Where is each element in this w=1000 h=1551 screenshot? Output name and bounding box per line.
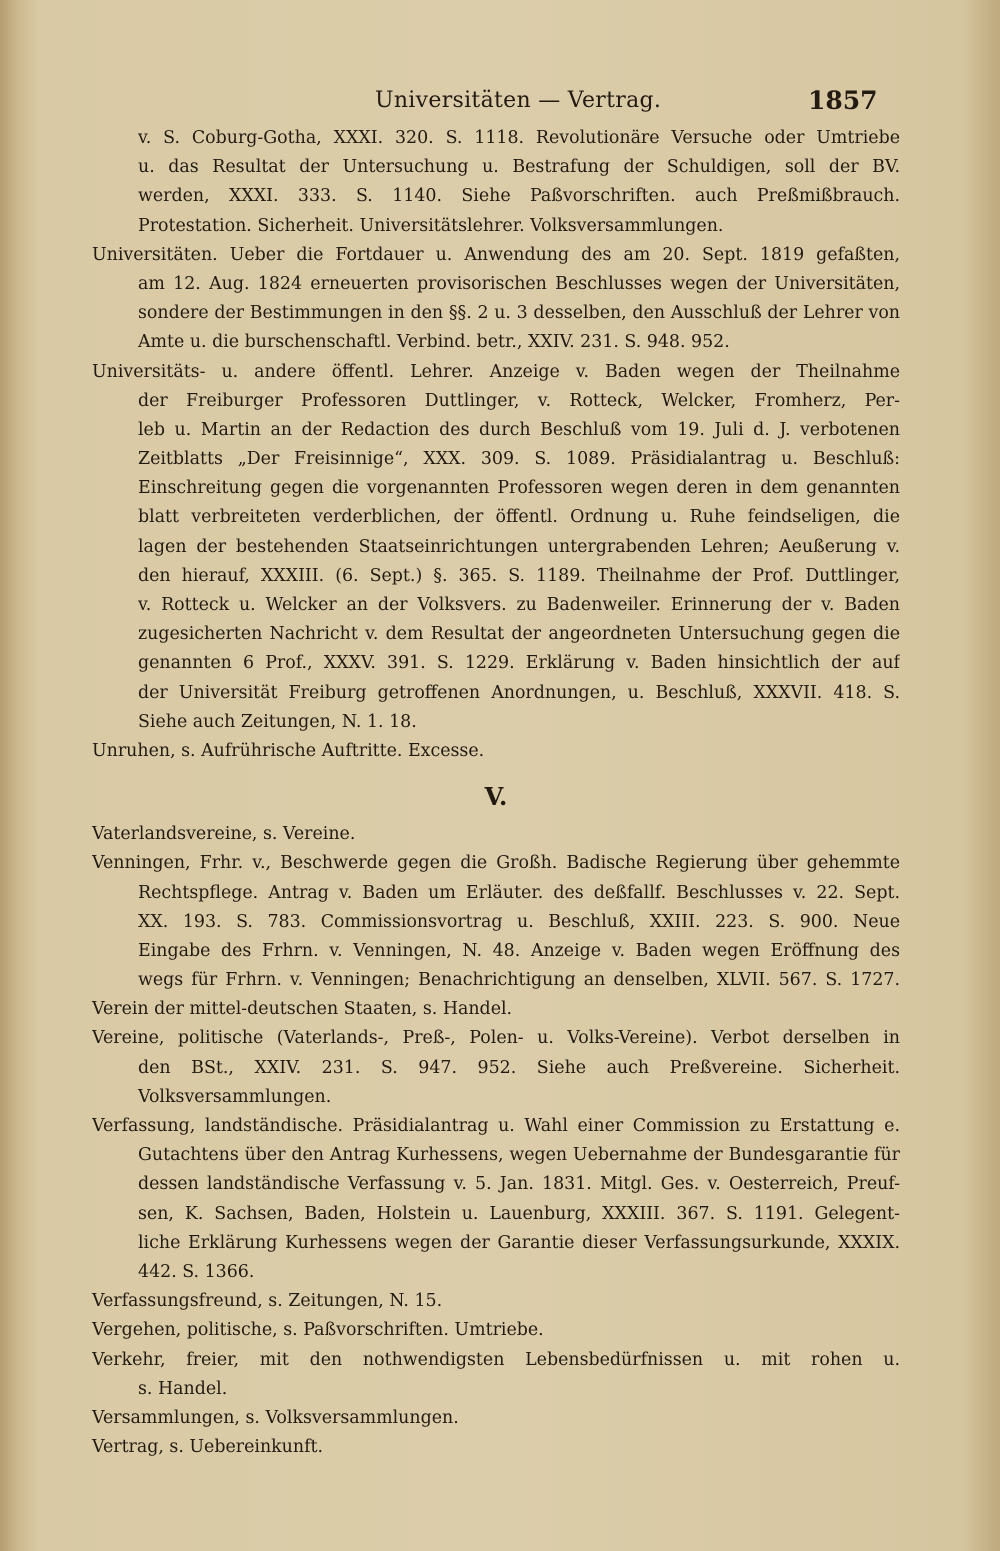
index-line: Universitäts- u. andere öffentl. Lehrer. Anzeige v. Baden wegen der Theilnahme	[92, 361, 900, 382]
index-line: s. Handel.	[138, 1378, 228, 1399]
index-line: Gutachtens über den Antrag Kurhessens, wegen Uebernahme der Bundesgarantie für	[138, 1145, 900, 1166]
index-line: XX. 193. S. 783. Commissionsvortrag u. Beschluß, XXIII. 223. S. 900. Neue	[138, 911, 900, 932]
page-header	[0, 82, 1000, 122]
index-line: blatt verbreiteten verderblichen, der öffentl. Ordnung u. Ruhe feindseligen, die	[138, 507, 900, 528]
index-line: Einschreitung gegen die vorgenannten Professoren wegen deren in dem genannten	[138, 478, 900, 499]
index-line: Verein der mittel-deutschen Staaten, s. Handel.	[92, 999, 513, 1020]
index-line: Vaterlandsvereine, s. Vereine.	[92, 824, 356, 845]
index-line: den BSt., XXIV. 231. S. 947. 952. Siehe auch Preßvereine. Sicherheit.	[138, 1057, 900, 1078]
index-line: dessen landständische Verfassung v. 5. Jan. 1831. Mitgl. Ges. v. Oesterreich, Preuf-	[138, 1174, 900, 1195]
index-line: Universitäten. Ueber die Fortdauer u. Anwendung des am 20. Sept. 1819 gefaßten,	[92, 244, 900, 265]
index-line: 442. S. 1366.	[138, 1261, 255, 1282]
index-content	[92, 124, 900, 1462]
index-line: Volksversammlungen.	[138, 1086, 332, 1107]
index-line: Siehe auch Zeitungen, N. 1. 18.	[138, 711, 417, 732]
index-line: am 12. Aug. 1824 erneuerten provisorischen Beschlusses wegen der Universitäten,	[138, 273, 900, 294]
index-line: zugesicherten Nachricht v. dem Resultat der angeordneten Untersuchung gegen die	[138, 624, 900, 645]
index-line: Protestation. Sicherheit. Universitätslehrer. Volksversammlungen.	[138, 215, 724, 236]
index-line: v. S. Coburg-Gotha, XXXI. 320. S. 1118. Revolutionäre Versuche oder Umtriebe	[138, 128, 900, 148]
index-section-v	[92, 820, 900, 1462]
index-line: v. Rotteck u. Welcker an der Volksvers. zu Badenweiler. Erinnerung der v. Baden	[138, 595, 900, 615]
index-line: Vergehen, politische, s. Paßvorschriften. Umtriebe.	[92, 1320, 544, 1341]
index-line: lagen der bestehenden Staatseinrichtungen untergrabenden Lehren; Aeußerung v.	[138, 536, 900, 557]
index-line: Versammlungen, s. Volksversammlungen.	[92, 1407, 459, 1428]
index-line: der Universität Freiburg getroffenen Anordnungen, u. Beschluß, XXXVII. 418. S.	[138, 682, 900, 703]
index-line: Rechtspflege. Antrag v. Baden um Erläuter. des deßfallf. Beschlusses v. 22. Sept.	[138, 882, 900, 903]
index-line: leb u. Martin an der Redaction des durch Beschluß vom 19. Juli d. J. verbotenen	[138, 419, 900, 440]
index-line: liche Erklärung Kurhessens wegen der Garantie dieser Verfassungsurkunde, XXXIX.	[138, 1232, 900, 1253]
section-letter-heading: V.	[484, 782, 508, 812]
index-line: Venningen, Frhr. v., Beschwerde gegen die Großh. Badische Regierung über gehemmte	[92, 853, 900, 874]
index-line: Eingabe des Frhrn. v. Venningen, N. 48. Anzeige v. Baden wegen Eröffnung des	[138, 940, 900, 961]
index-line: werden, XXXI. 333. S. 1140. Siehe Paßvorschriften. auch Preßmißbrauch.	[138, 186, 900, 207]
index-line: Unruhen, s. Aufrührische Auftritte. Excesse.	[92, 740, 485, 761]
index-line: Zeitblatts „Der Freisinnige“, XXX. 309. S. 1089. Präsidialantrag u. Beschluß:	[138, 449, 900, 470]
index-line: der Freiburger Professoren Duttlinger, v. Rotteck, Welcker, Fromherz, Per-	[138, 390, 900, 411]
page-number: 1857	[808, 86, 878, 115]
index-line: sondere der Bestimmungen in den §§. 2 u. 3 desselben, den Ausschluß der Lehrer von	[138, 303, 900, 324]
running-head: Universitäten — Vertrag.	[375, 88, 662, 113]
index-line: Vertrag, s. Uebereinkunft.	[92, 1437, 324, 1458]
index-line: sen, K. Sachsen, Baden, Holstein u. Lauenburg, XXXIII. 367. S. 1191. Gelegent-	[138, 1203, 900, 1224]
index-line: Amte u. die burschenschaftl. Verbind. betr., XXIV. 231. S. 948. 952.	[138, 332, 730, 353]
index-section-u	[92, 124, 900, 766]
index-line: wegs für Frhrn. v. Venningen; Benachrichtigung an denselben, XLVII. 567. S. 1727.	[138, 970, 900, 991]
index-line: Vereine, politische (Vaterlands-, Preß-, Polen- u. Volks-Vereine). Verbot derselben in	[92, 1028, 900, 1049]
index-line: Verfassung, landständische. Präsidialantrag u. Wahl einer Commission zu Erstattung e.	[92, 1116, 900, 1136]
index-line: genannten 6 Prof., XXXV. 391. S. 1229. Erklärung v. Baden hinsichtlich der auf	[138, 653, 900, 674]
index-line: Verkehr, freier, mit den nothwendigsten Lebensbedürfnissen u. mit rohen u.	[92, 1349, 900, 1370]
index-line: u. das Resultat der Untersuchung u. Bestrafung der Schuldigen, soll der BV.	[138, 157, 900, 178]
index-line: den hierauf, XXXIII. (6. Sept.) §. 365. S. 1189. Theilnahme der Prof. Duttlinger,	[138, 565, 900, 586]
index-line: Verfassungsfreund, s. Zeitungen, N. 15.	[92, 1291, 443, 1312]
